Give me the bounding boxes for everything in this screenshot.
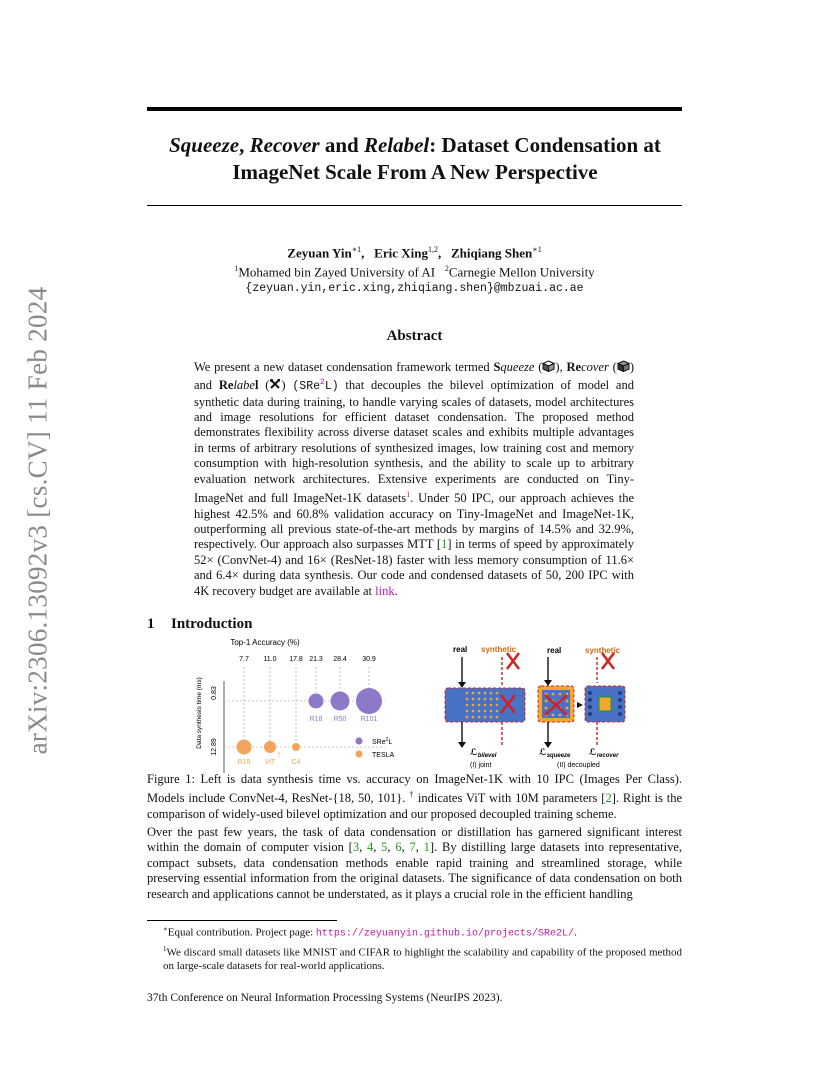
x-tick-1: 11.0 xyxy=(263,656,277,663)
cross-icon xyxy=(602,653,614,669)
sre2l-label-1: R50 xyxy=(333,716,347,723)
chart-title: Top-1 Accuracy (%) xyxy=(230,638,300,647)
abstract-text: We present a new dataset condensation framework termed Squeeze ( ), Recover ( ) and Relabel ( ) (SRe$^2$L) that decouples the bilevel optimization of model and synthetic data during training, to handle varying scales of datasets, model architectures and image resolutions for efficient dataset condensation. The proposed method demonstrates flexibility across diverse dataset scales and exhibits multiple advantages in terms of arbitrary resolutions of synthesized images, low training cost and memory consumption with high-resolution synthesis, and the ability to scale up to arbitrary evaluation network architectures. Extensive experiments are conducted on Tiny-ImageNet and full ImageNet-1K datasets$^1$. Under 50 IPC, our approach achieves the highest 42.5% and 60.8% validation accuracy on Tiny-ImageNet and ImageNet-1K, outperforming all previous state-of-the-art methods by margins of 14.5% and 32.9%, respectively. Our approach also surpasses MTT [1] in terms of speed by approximately 52× (ConvNet-4) and 16× (ResNet-18) faster with less memory consumption of 11.6× and 6.4× during data synthesis. Our code and condensed datasets of 50, 200 IPC with 4K recovery budget are available at link. xyxy=(194,360,635,598)
arrow-squeeze-to-recover xyxy=(577,702,583,708)
tesla-label-0: R18 xyxy=(237,759,251,766)
x-tick-2: 17.8 xyxy=(289,656,303,663)
affiliations: $^1$Mohamed bin Zayed University of AI $^2$Carnegie Mellon University xyxy=(234,264,595,280)
y-tick-1: 12.89 xyxy=(211,738,218,756)
training-diagram xyxy=(445,645,625,769)
footnote-rule xyxy=(147,920,337,921)
project-page-link[interactable]: https://zeyuanyin.github.io/projects/SRe2L/ xyxy=(315,928,574,940)
section-heading: 1 Introduction xyxy=(147,616,253,632)
figure-caption: Figure 1: Left is data synthesis time vs. accuracy on ImageNet-1K with 10 IPC (Images Per Class). Models include ConvNet-4, ResNet-{18, 50, 101}. † indicates ViT with 10M parameters [2]. Right is the comparison of widely-used bilevel optimization and our proposed decoupled training scheme. xyxy=(147,772,682,821)
abstract-heading: Abstract xyxy=(386,328,443,344)
legend-sre2l-marker xyxy=(356,738,363,745)
sre2l-point-r18 xyxy=(309,694,324,709)
legend-tesla-marker xyxy=(356,751,363,758)
loss-recover: ℒ$_{recover}$ xyxy=(589,747,619,759)
tesla-label-2: C4 xyxy=(291,759,301,766)
tesla-point-vit xyxy=(264,741,276,753)
label-synthetic-decoupled: synthetic xyxy=(585,646,621,655)
tools-icon xyxy=(269,378,281,390)
sre2l-point-r50 xyxy=(331,692,350,711)
y-tick-0: 0.83 xyxy=(211,686,218,700)
legend-tesla: TESLA xyxy=(372,752,395,759)
figure-1 xyxy=(185,633,645,773)
tesla-label-1: ViT xyxy=(264,759,276,766)
cross-icon xyxy=(507,653,519,669)
footnotes: ∗Equal contribution. Project page: https://zeyuanyin.github.io/projects/SRe2L/. $^1$We discard small datasets like MNIST and CIFAR to highlight the scalability and capability of the proposed method on large-scale datasets for real-world applications. xyxy=(163,925,682,973)
sre2l-point-r101 xyxy=(356,688,382,714)
scatter-chart xyxy=(196,638,395,773)
tesla-point-c4 xyxy=(292,743,300,751)
author-emails: {zeyuan.yin,eric.xing,zhiqiang.shen}@mbzuai.ac.ae xyxy=(245,281,584,295)
legend-sre2l: SRe$^2$L xyxy=(372,737,393,746)
title-rule-top xyxy=(147,107,682,111)
author-names: Zeyuan Yin$^{∗1}$, Eric Xing$^{1,2}$, Zhiqiang Shen$^{∗1}$ xyxy=(287,245,542,261)
label-synthetic-joint: synthetic xyxy=(481,645,517,654)
label-joint: (I) joint xyxy=(470,762,492,769)
x-tick-0: 7.7 xyxy=(239,656,249,663)
loss-bilevel: ℒ$_{bilevel}$ xyxy=(470,747,497,759)
sre2l-label-2: R101 xyxy=(360,716,378,723)
intro-paragraph: Over the past few years, the task of data condensation or distillation has garnered significant interest within the domain of computer vision [3, 4, 5, 6, 7, 1]. By distilling large datasets into representative, compact subsets, data condensation methods enable rapid training and streamlined storage, while preserving essential information from the original datasets. The significance of data condensation on both research and applications cannot be understated, as it plays a crucial role in the efficient handling xyxy=(147,825,683,901)
label-real-joint: real xyxy=(453,645,468,654)
arxiv-id: arXiv:2306.13092v3 [cs.CV] 11 Feb 2024 xyxy=(22,286,53,754)
x-tick-3: 21.3 xyxy=(309,656,323,663)
author-block xyxy=(147,242,682,297)
chart-ylabel: Data synthesis time (ms) xyxy=(196,677,203,749)
label-decoupled: (II) decoupled xyxy=(557,762,600,769)
cube-icon xyxy=(617,360,630,372)
tesla-dagger: † xyxy=(277,752,281,759)
cube-icon xyxy=(542,360,555,372)
code-link[interactable]: link xyxy=(375,583,395,598)
x-tick-4: 28.4 xyxy=(333,656,347,663)
paper-title: Squeeze, Recover and Relabel: Dataset Condensation at ImageNet Scale From A New Perspective xyxy=(169,133,661,184)
title-rule-bottom xyxy=(147,205,682,206)
sre2l-label-0: R18 xyxy=(309,716,323,723)
loss-squeeze: ℒ$_{squeeze}$ xyxy=(539,747,571,759)
arxiv-stamp xyxy=(20,285,56,755)
conference-note: 37th Conference on Neural Information Processing Systems (NeurIPS 2023). xyxy=(147,992,503,1004)
label-real-decoupled: real xyxy=(547,646,562,655)
x-tick-5: 30.9 xyxy=(362,656,376,663)
figure-1-svg xyxy=(185,633,645,773)
tesla-point-r18 xyxy=(237,740,252,755)
